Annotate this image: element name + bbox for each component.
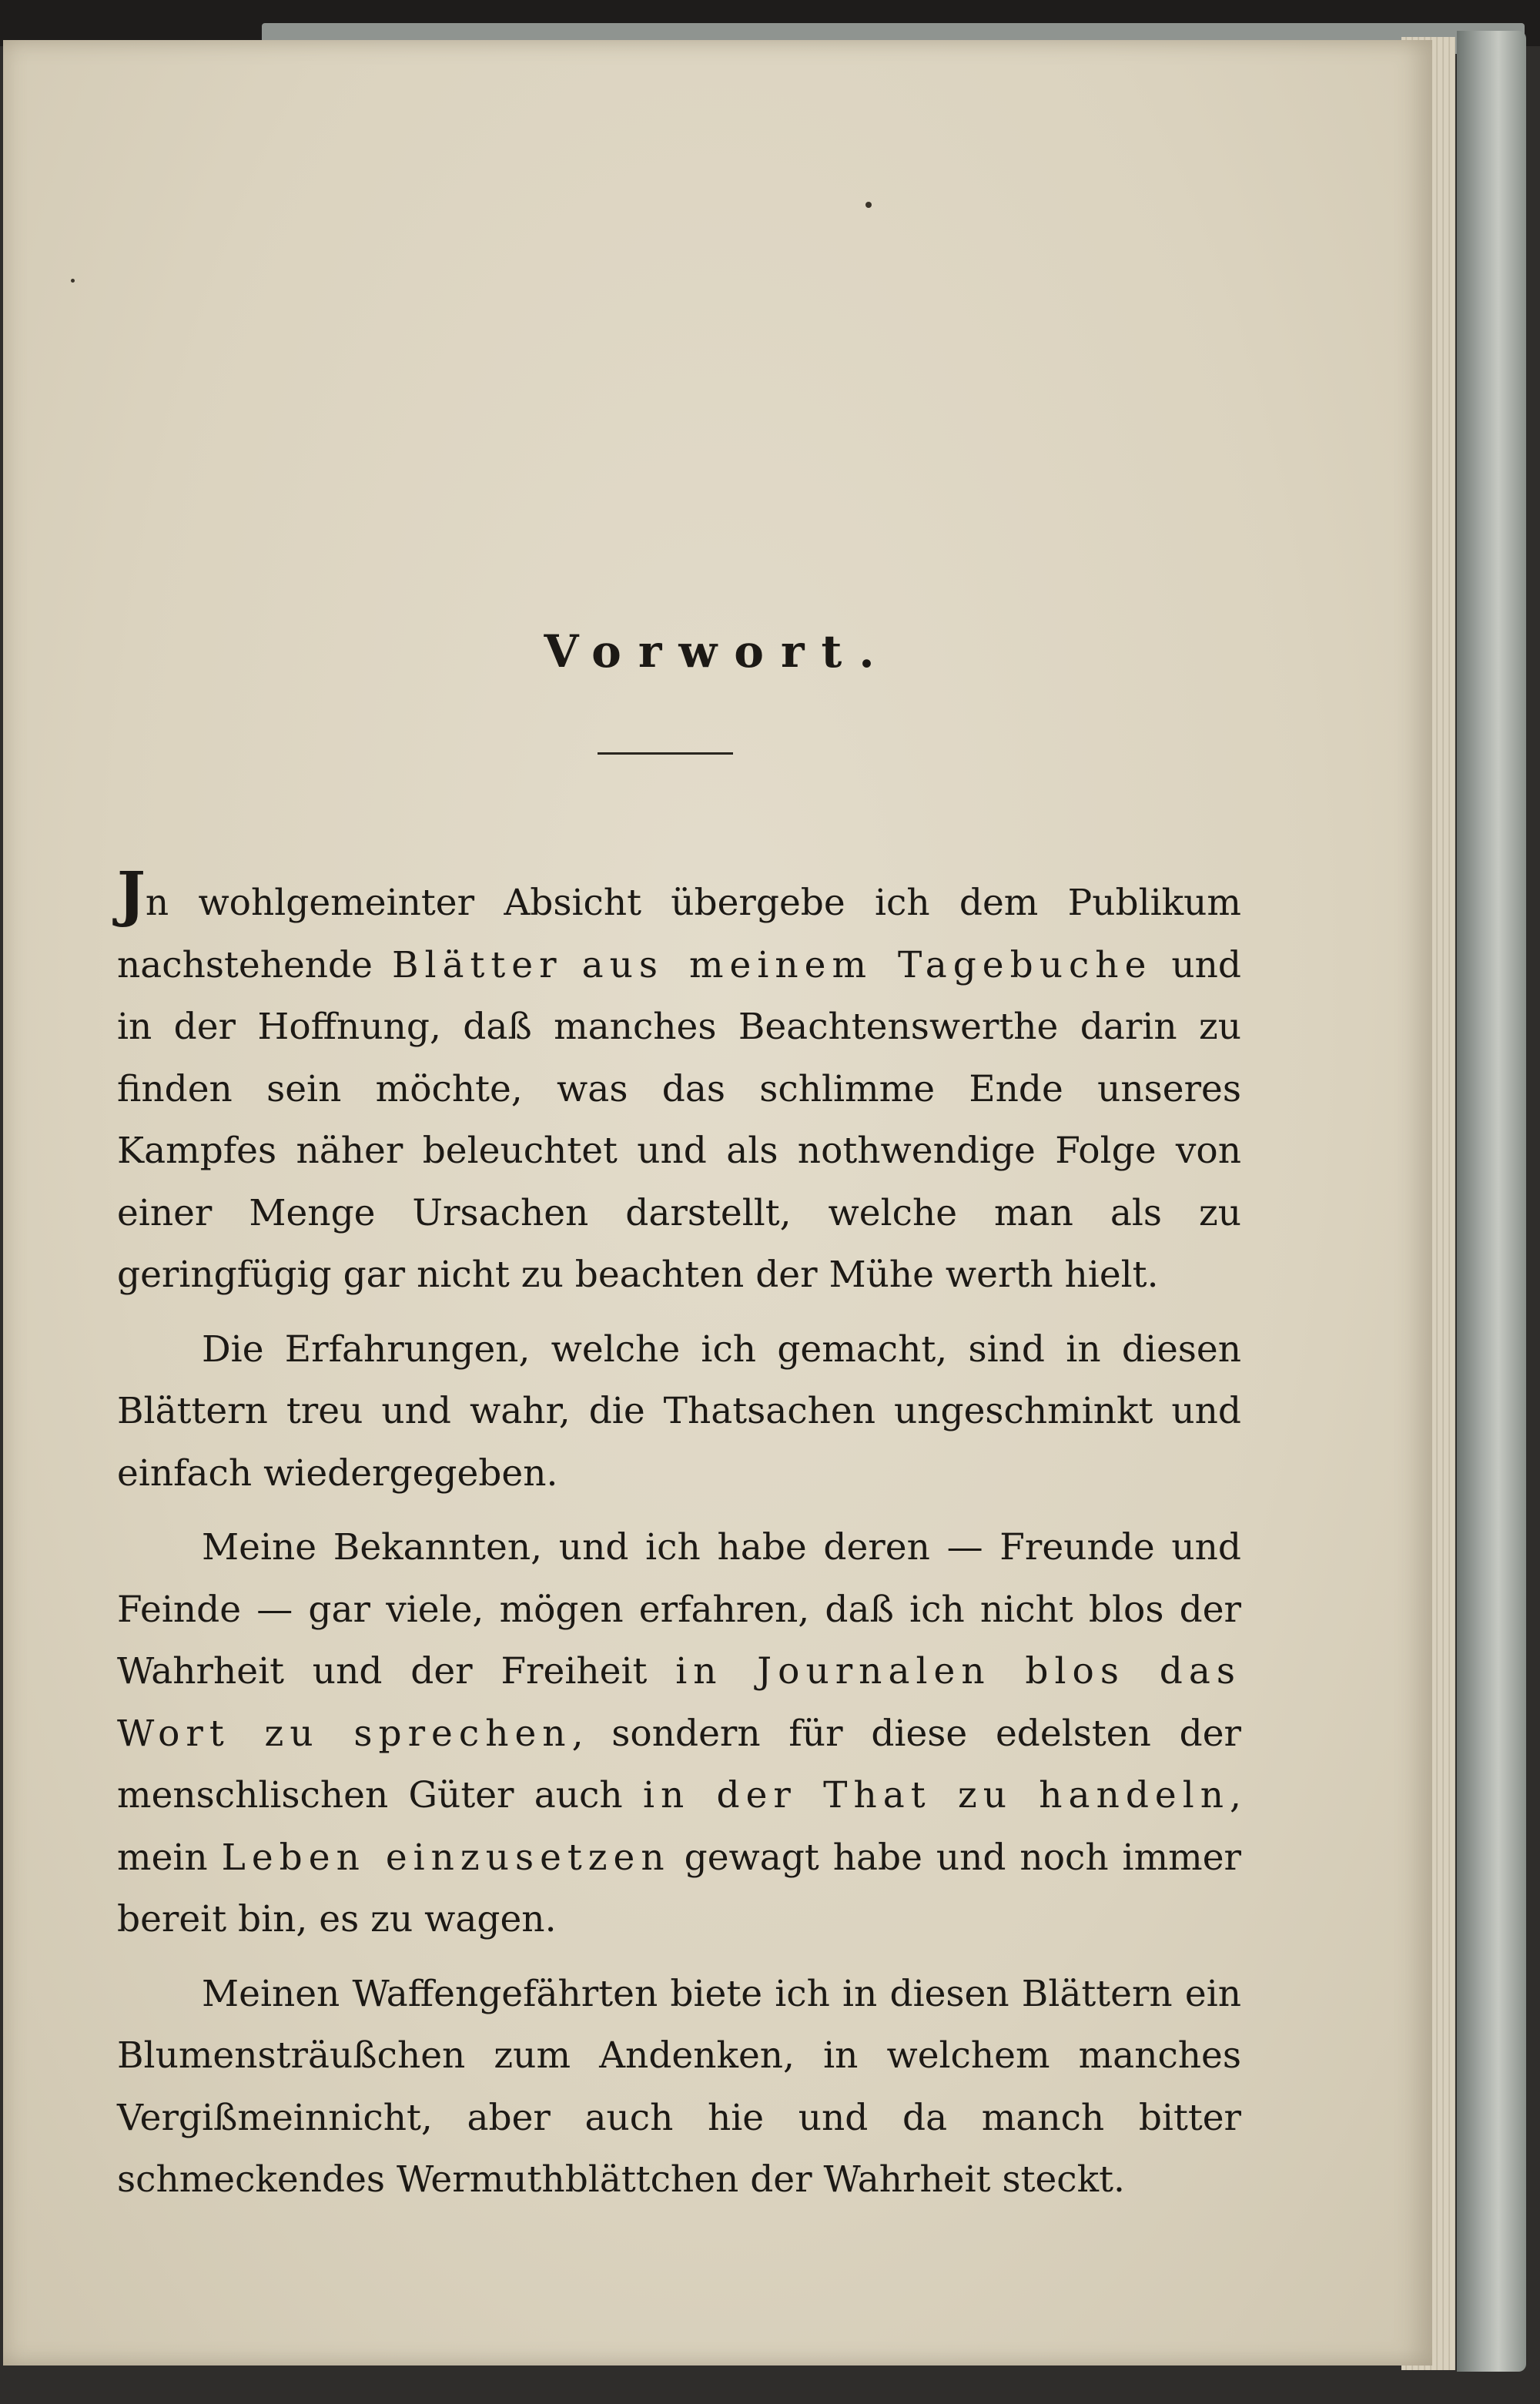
emphasized-text: aus meinem Tagebuche bbox=[581, 943, 1153, 986]
emphasized-text: Blätter bbox=[391, 943, 563, 986]
emphasized-text: in der That zu handeln bbox=[642, 1774, 1230, 1816]
book-page bbox=[3, 40, 1432, 2365]
ink-speck bbox=[71, 279, 75, 283]
body-text bbox=[117, 859, 1242, 2224]
emphasized-text: in Journalen blos das Wort zu sprechen bbox=[117, 1650, 1241, 1755]
text-run: , mein bbox=[117, 1774, 1241, 1879]
text-run: Die Erfahrungen, welche ich gemacht, sind in diesen Blättern treu und wahr, die Thatsachen ungeschminkt und einfach wiedergegeben. bbox=[117, 1328, 1241, 1495]
text-run bbox=[563, 944, 582, 986]
text-run: , sondern für diese edelsten der menschlischen Güter auch bbox=[117, 1712, 1241, 1816]
paragraph bbox=[117, 1319, 1241, 1505]
text-run: gewagt habe und noch immer bereit bin, es zu wagen. bbox=[117, 1836, 1242, 1940]
emphasized-text: Leben einzusetzen bbox=[221, 1836, 671, 1879]
page-title: Vorwort. bbox=[544, 625, 892, 678]
paragraph bbox=[117, 1517, 1241, 1951]
initial-letter: J bbox=[117, 859, 146, 929]
text-run: n wohlgemeinter Absicht übergebe ich dem Publikum nachstehende bbox=[117, 882, 1241, 986]
ink-speck bbox=[865, 202, 872, 208]
text-run: Meinen Waffengefährten biete ich in diesen Blättern ein Blumensträußchen zum Andenken, in welchem manches Vergißmeinnicht, aber auch hie und da manch bitter schmeckendes Wermuthblättchen der Wahrheit steckt. bbox=[117, 1972, 1241, 2201]
title-rule bbox=[598, 752, 733, 755]
text-run: und in der Hoffnung, daß manches Beachtenswerthe darin zu finden sein möchte, was das schlimme Ende unseres Kampfes näher beleuchtet und als nothwendige Folge von einer Menge Ursachen darstellt, welche man als zu geringfügig gar nicht zu beachten der Mühe werth hielt. bbox=[117, 943, 1241, 1296]
paragraph bbox=[117, 859, 1241, 1307]
text-run: Meine Bekannten, und ich habe deren — Freunde und Feinde — gar viele, mögen erfahren, daß ich nicht blos der Wahrheit und der Freiheit bbox=[117, 1526, 1241, 1693]
book-board-right bbox=[1457, 31, 1526, 2372]
paragraph bbox=[117, 1964, 1241, 2211]
